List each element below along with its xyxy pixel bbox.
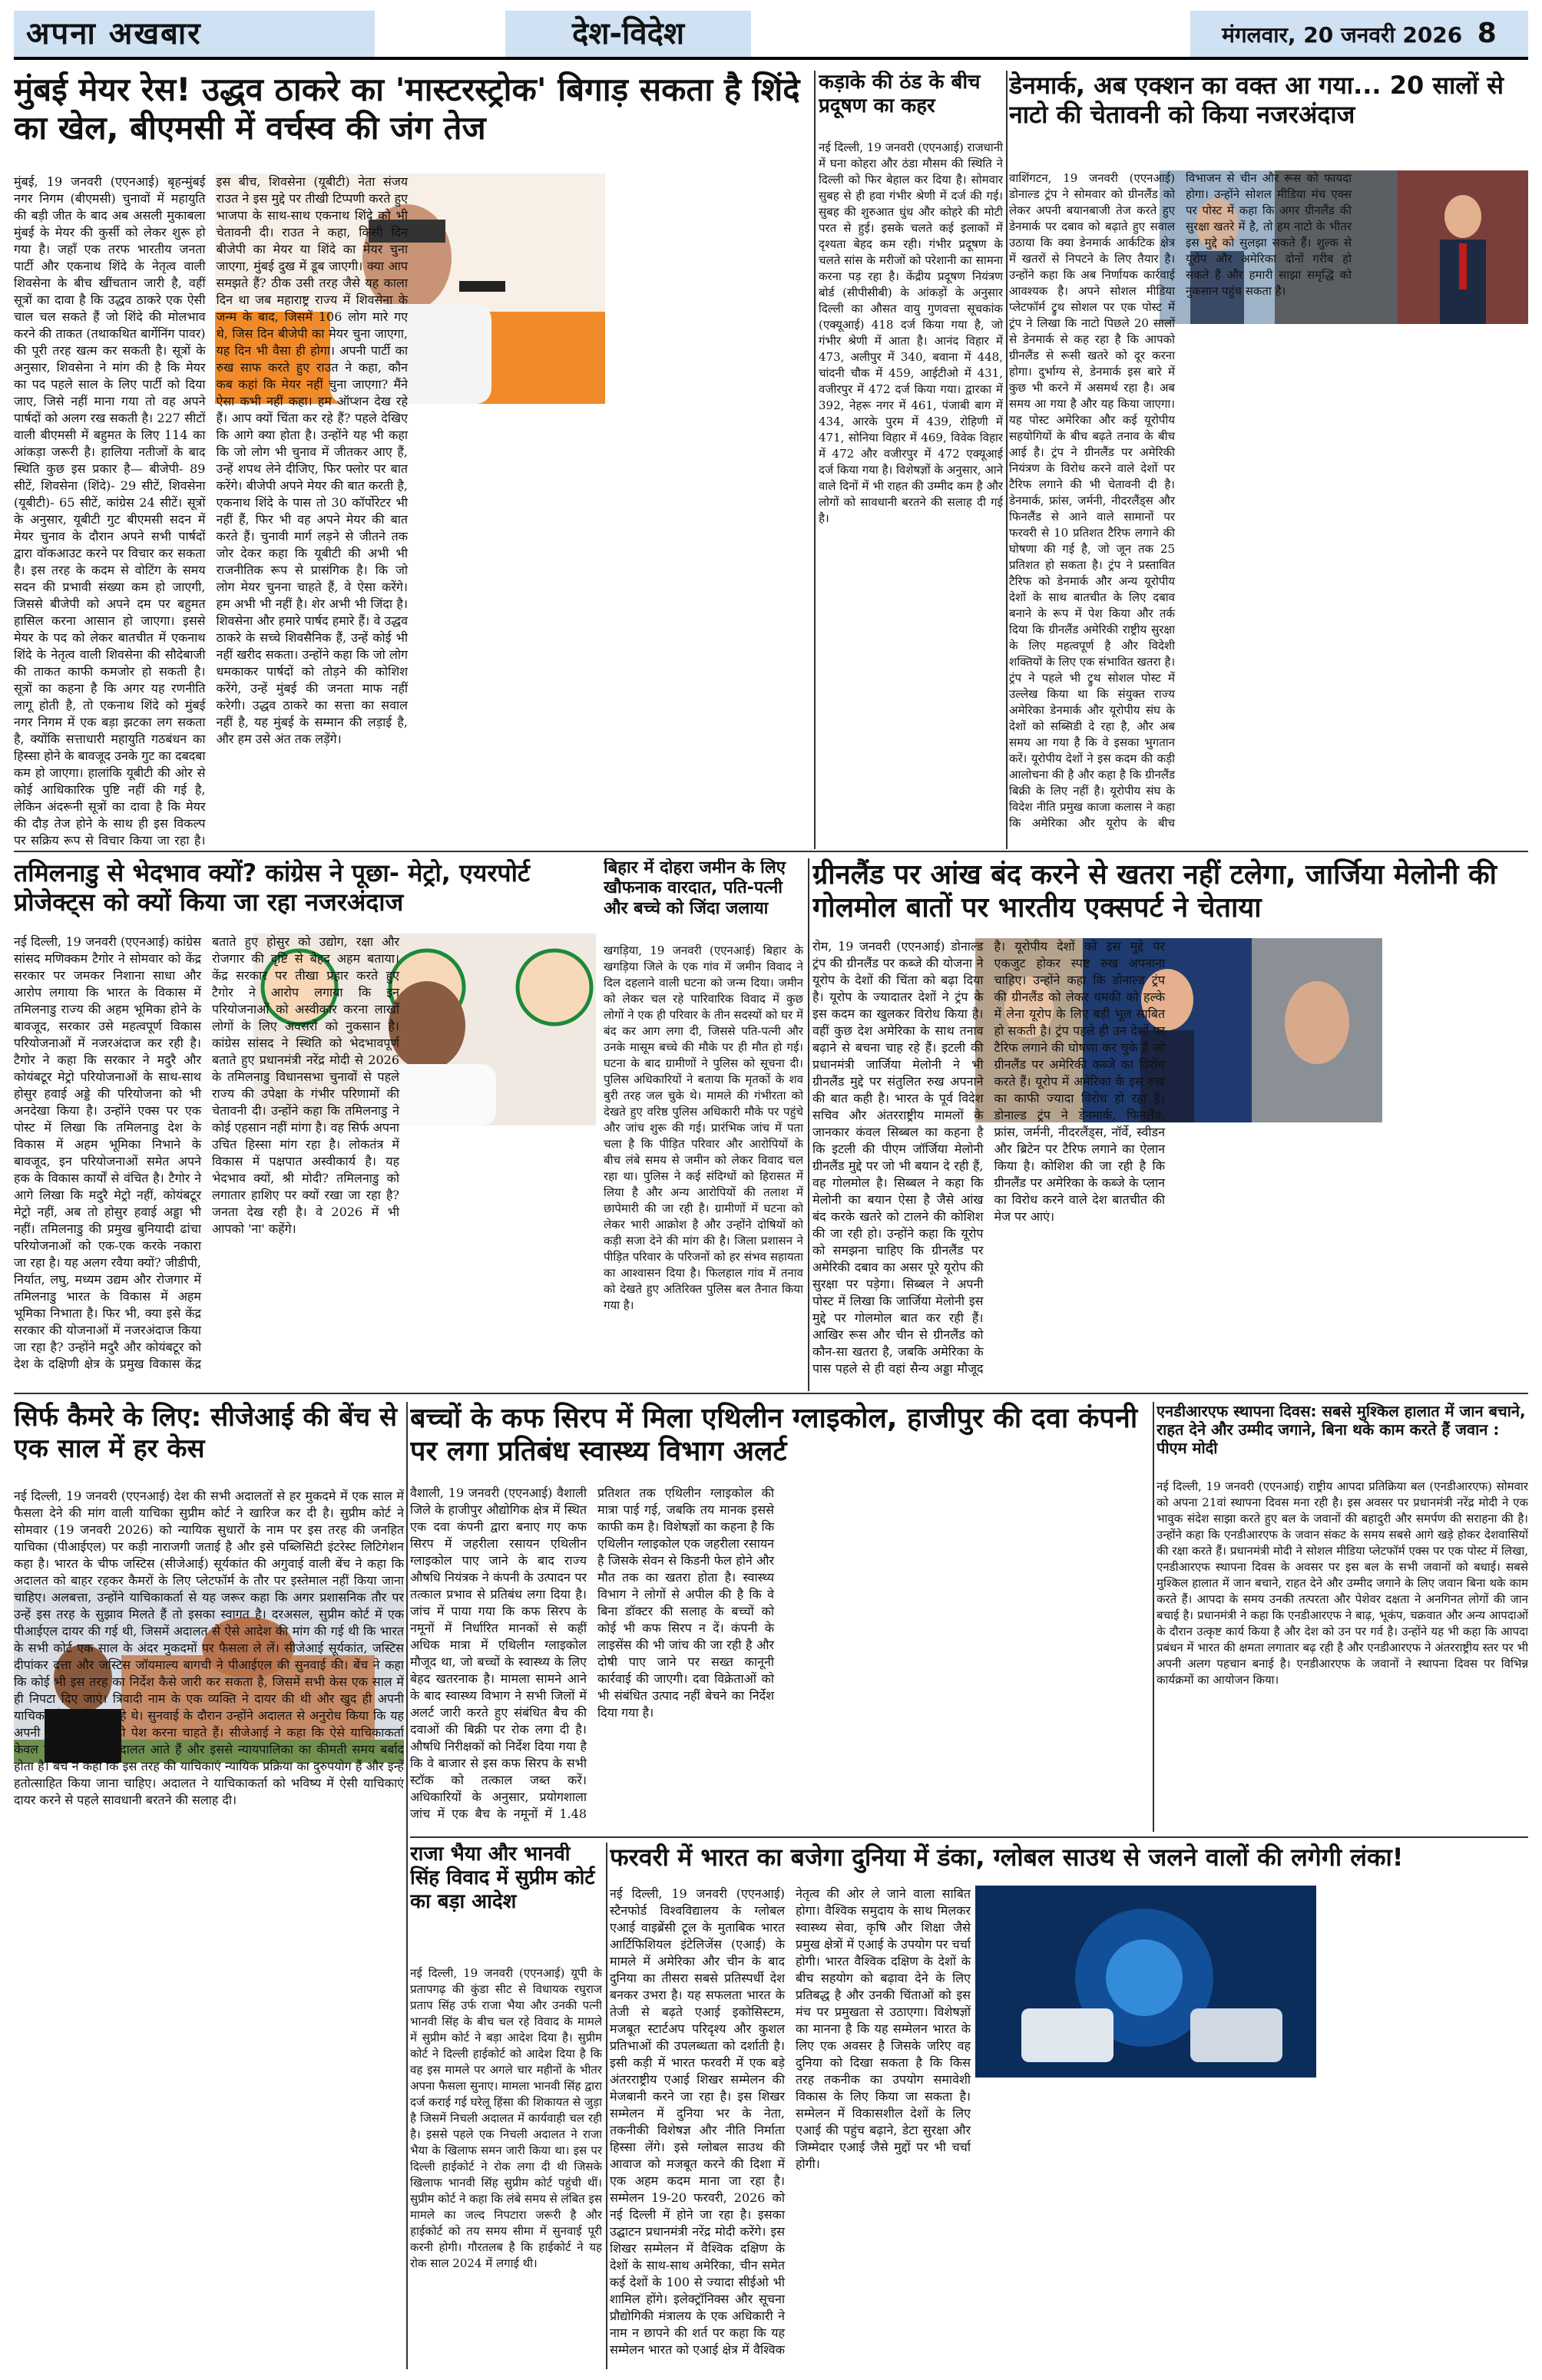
article-ai-summit [610, 1843, 1528, 2369]
article-ndrf-day [1156, 1402, 1528, 1832]
headline: कड़ाके की ठंड के बीच प्रदूषण का कहर [819, 71, 981, 118]
headline: बिहार में दोहरा जमीन के लिए खौफनाक वारदात, पति-पत्नी और बच्चे को जिंदा जलाया [604, 858, 786, 918]
article-mumbai-mayor [14, 71, 812, 854]
headline: डेनमार्क, अब एक्शन का वक्त आ गया... 20 सालों से नाटो की चेतावनी को किया नजरअंदाज [1009, 71, 1504, 130]
article-body: नई दिल्ली, 19 जनवरी (एएनआई) राष्ट्रीय आपदा प्रतिक्रिया बल (एनडीआरएफ) सोमवार को अपना 21वां स्थापना दिवस मना रही है। इस अवसर पर प्रधानमंत्री नरेंद्र मोदी ने एक भावुक संदेश साझा करते हुए बल के जवानों की बहादुरी और समर्पण की सराहना की है। उन्होंने कहा कि एनडीआरएफ के जवान संकट के समय सबसे आगे खड़े होकर देशवासियों की रक्षा करते हैं। प्रधानमंत्री मोदी ने सोशल मीडिया प्लेटफॉर्म एक्स पर एक पोस्ट में लिखा, एनडीआरएफ स्थापना दिवस के अवसर पर इस बल के सभी जवानों को बधाई। सबसे मुश्किल हालात में जान बचाने, राहत देने और उम्मीद जगाने के लिए जवान बिना थके काम करते हैं। आपदा के समय उनकी तत्परता और पेशेवर दक्षता ने अनगिनत लोगों की जान बचाई है। प्रधानमंत्री ने कहा कि एनडीआरएफ ने बाढ़, भूकंप, चक्रवात और अन्य आपदाओं के दौरान उत्कृष्ट कार्य किया है और देश को उन पर गर्व है। उन्होंने यह भी कहा कि आपदा प्रबंधन में भारत की क्षमता लगातार बढ़ रही है और एनडीआरएफ ने अंतरराष्ट्रीय स्तर पर भी अपनी अलग पहचान बनाई है। एनडीआरएफ के जवानों ने स्थापना दिवस पर विभिन्न कार्यक्रमों का आयोजन किया। [1156, 1479, 1528, 1687]
divider [14, 851, 1528, 852]
article-body: वाशिंगटन, 19 जनवरी (एएनआई) डोनाल्ड ट्रंप ने सोमवार को ग्रीनलैंड को लेकर अपनी बयानबाजी तेज करते हुए डेनमार्क पर दबाव को बढ़ाते हुए सवाल उठाया कि क्या डेनमार्क आर्कटिक क्षेत्र में खतरों से निपटने के लिए तैयार है। उन्होंने कहा कि अब निर्णायक कार्रवाई आवश्यक है। अपने सोशल मीडिया प्लेटफॉर्म ट्रुथ सोशल पर एक पोस्ट में ट्रंप ने लिखा कि नाटो पिछले 20 सालों से डेनमार्क से कह रहा है कि आपको ग्रीनलैंड से रूसी खतरे को दूर करना होगा। दुर्भाग्य से, डेनमार्क इस बारे में कुछ भी करने में असमर्थ रहा है। अब समय आ गया है और यह किया जाएगा। यह पोस्ट अमेरिका और कई यूरोपीय सहयोगियों के बीच बढ़ते तनाव के बीच आई है। ट्रंप ने ग्रीनलैंड पर अमेरिकी नियंत्रण के विरोध करने वाले देशों पर टैरिफ लगाने की भी चेतावनी दी है। डेनमार्क, फ्रांस, जर्मनी, नीदरलैंड्स और फिनलैंड से आने वाले सामानों पर फरवरी से 10 प्रतिशत टैरिफ लगाने की घोषणा की गई है, जो जून तक 25 प्रतिशत हो सकता है। ट्रंप ने प्रस्तावित टैरिफ को डेनमार्क और अन्य यूरोपीय देशों के साथ बातचीत के लिए दबाव बनाने के रूप में पेश किया और तर्क दिया कि ग्रीनलैंड अमेरिकी राष्ट्रीय सुरक्षा के लिए महत्वपूर्ण है और विदेशी शक्तियों के लिए एक संभावित खतरा है। ट्रंप ने पहले भी ट्रुथ सोशल पोस्ट में उल्लेख किया था कि संयुक्त राज्य अमेरिका डेनमार्क और यूरोपीय संघ के देशों को सब्सिडी दे रहा है, और अब समय आ गया है कि वे इसका भुगतान करें। यूरोपीय देशों ने इस कदम की कड़ी आलोचना की है और कहा है कि ग्रीनलैंड बिक्री के लिए नहीं है। यूरोपीय संघ के विदेश नीति प्रमुख काजा कलास ने कहा कि अमेरिका और यूरोप के बीच विभाजन से चीन और रूस को फायदा होगा। उन्होंने सोशल मीडिया मंच एक्स पर पोस्ट में कहा कि अगर ग्रीनलैंड की सुरक्षा खतरे में है, तो हम नाटो के भीतर इस मुद्दे को सुलझा सकते हैं। शुल्क से यूरोप और अमेरिका दोनों गरीब हो सकते हैं और हमारी साझा समृद्धि को नुकसान पहुंच सकता है। [1009, 171, 1352, 830]
section-title: देश-विदेश [505, 11, 751, 57]
article-delhi-pollution [819, 71, 1003, 838]
headline: मुंबई मेयर रेस! उद्धव ठाकरे का 'मास्टरस्ट्रोक' बिगाड़ सकता है शिंदे का खेल, बीएमसी में वर्चस्व की जंग तेज [14, 71, 800, 147]
page-number: 8 [1477, 18, 1497, 49]
divider [814, 71, 816, 849]
article-cji-petition [14, 1402, 404, 2369]
headline: एनडीआरएफ स्थापना दिवस: सबसे मुश्किल हालात में जान बचाने, राहत देने और उम्मीद जगाने, बिना थके काम करते हैं जवान : पीएम मोदी [1156, 1402, 1526, 1457]
article-cough-syrup [410, 1402, 1149, 1832]
headline: ग्रीनलैंड पर आंख बंद करने से खतरा नहीं टलेगा, जार्जिया मेलोनी की गोलमोल बातों पर भारतीय एक्सपर्ट ने चेताया [812, 859, 1497, 924]
article-tamilnadu-discrimination [14, 858, 597, 1388]
headline: राजा भैया और भानवी सिंह विवाद में सुप्रीम कोर्ट का बड़ा आदेश [410, 1843, 595, 1914]
divider [1006, 71, 1008, 849]
headline: फरवरी में भारत का बजेगा दुनिया में डंका, ग्लोबल साउथ से जलने वालों की लगेगी लंका! [610, 1843, 1404, 1872]
article-body: नई दिल्ली, 19 जनवरी (एएनआई) कांग्रेस सांसद मणिक्कम टैगोर ने सोमवार को केंद्र सरकार पर जमकर निशाना साधा और आरोप लगाया कि भारत के विकास में तमिलनाडु राज्य की अहम भूमिका होने के बावजूद, सरकार उसे महत्वपूर्ण विकास परियोजनाओं में नजरअंदाज कर रही है। टैगोर ने कहा कि सरकार ने मदुरै और कोयंबटूर मेट्रो परियोजनाओं के साथ-साथ होसुर हवाई अड्डे की परियोजना को भी अनदेखा किया है। उन्होंने एक्स पर एक पोस्ट में लिखा कि तमिलनाडु देश के विकास में अहम भूमिका निभाने के बावजूद, इन परियोजनाओं समेत अपने हक के विकास कार्यों से वंचित है। टैगोर ने आगे लिखा कि मदुरै मेट्रो नहीं, कोयंबटूर मेट्रो नहीं, अब तो होसुर हवाई अड्डा भी नहीं। तमिलनाडु की प्रमुख बुनियादी ढांचा परियोजनाओं को एक-एक करके नकारा जा रहा है। यह अलग रवैया क्यों? जीडीपी, निर्यात, लघु, मध्यम उद्यम और रोजगार में तमिलनाडु भारत के विकास में अहम भूमिका निभाता है। फिर भी, क्या इसे केंद्र सरकार की योजनाओं में नजरअंदाज किया जा रहा है? उन्होंने मदुरै और कोयंबटूर को देश के दक्षिणी क्षेत्र के प्रमुख विकास केंद्र बताते हुए होसुर को उद्योग, रक्षा और रोजगार की दृष्टि से बेहद अहम बताया। केंद्र सरकार पर तीखा प्रहार करते हुए टैगोर ने आरोप लगाया कि इन परियोजनाओं को अस्वीकार करना लाखों लोगों के लिए अवसरों को नुकसान है। कांग्रेस सांसद ने स्थिति को भेदभावपूर्ण बताते हुए प्रधानमंत्री नरेंद्र मोदी से 2026 के तमिलनाडु विधानसभा चुनावों से पहले राज्य की उपेक्षा के गंभीर परिणामों की चेतावनी दी। उन्होंने कहा कि तमिलनाडु ने कोई एहसान नहीं मांगा है। वह सिर्फ अपना उचित हिस्सा मांग रहा है। लोकतंत्र में विकास में पक्षपात अस्वीकार्य है। यह भेदभाव क्यों, श्री मोदी? तमिलनाडु को लगातार हाशिए पर क्यों रखा जा रहा है? जनता देख रही है। वे 2026 में भी आपको 'ना' कहेंगे। [14, 934, 399, 1371]
article-body: नई दिल्ली, 19 जनवरी (एएनआई) स्टैनफोर्ड विश्वविद्यालय के ग्लोबल एआई वाइब्रेंसी टूल के मुताबिक भारत आर्टिफिशियल इंटेलिजेंस (एआई) के मामले में अमेरिका और चीन के बाद दुनिया का तीसरा सबसे प्रतिस्पर्धी देश बनकर उभरा है। यह सफलता भारत के तेजी से बढ़ते एआई इकोसिस्टम, मजबूत स्टार्टअप परिदृश्य और कुशल प्रतिभाओं की उपलब्धता को दर्शाती है। इसी कड़ी में भारत फरवरी में एक बड़े अंतरराष्ट्रीय एआई शिखर सम्मेलन की मेजबानी करने जा रहा है। इस शिखर सम्मेलन में दुनिया भर के नेता, तकनीकी विशेषज्ञ और नीति निर्माता हिस्सा लेंगे। इसे ग्लोबल साउथ की आवाज को मजबूत करने की दिशा में एक अहम कदम माना जा रहा है। सम्मेलन 19-20 फरवरी, 2026 को नई दिल्ली में होने जा रहा है। इसका उद्घाटन प्रधानमंत्री नरेंद्र मोदी करेंगे। इस शिखर सम्मेलन में वैश्विक दक्षिण के देशों के साथ-साथ अमेरिका, चीन समेत कई देशों के 100 से ज्यादा सीईओ भी शामिल होंगे। इलेक्ट्रॉनिक्स और सूचना प्रौद्योगिकी मंत्रालय के एक अधिकारी ने नाम न छापने की शर्त पर कहा कि यह सम्मेलन भारत को एआई क्षेत्र में वैश्विक नेतृत्व की ओर ले जाने वाला साबित होगा। वैश्विक समुदाय के साथ मिलकर स्वास्थ्य सेवा, कृषि और शिक्षा जैसे प्रमुख क्षेत्रों में एआई के उपयोग पर चर्चा होगी। भारत वैश्विक दक्षिण के देशों के बीच सहयोग को बढ़ावा देने के लिए प्रतिबद्ध है और उनकी चिंताओं को इस मंच पर प्रमुखता से उठाएगा। विशेषज्ञों का मानना है कि यह सम्मेलन भारत के लिए एक अवसर है जिसके जरिए वह दुनिया को दिखा सकता है कि किस तरह तकनीक का उपयोग समावेशी विकास के लिए किया जा सकता है। सम्मेलन में विकासशील देशों के लिए एआई की पहुंच बढ़ाने, डेटा सुरक्षा और जिम्मेदार एआई जैसे मुद्दों पर भी चर्चा होगी। [610, 1886, 971, 2357]
divider [606, 1843, 607, 2369]
article-body: खगड़िया, 19 जनवरी (एएनआई) बिहार के खगड़िया जिले के एक गांव में जमीन विवाद ने दिल दहलाने वाली घटना को जन्म दिया। जमीन को लेकर चल रहे पारिवारिक विवाद में कुछ लोगों ने एक ही परिवार के तीन सदस्यों को घर में बंद कर आग लगा दी, जिससे पति-पत्नी और उनके मासूम बच्चे की मौके पर ही मौत हो गई। घटना के बाद ग्रामीणों ने पुलिस को सूचना दी। पुलिस अधिकारियों ने बताया कि मृतकों के शव बुरी तरह जल चुके थे। मामले की गंभीरता को देखते हुए वरिष्ठ पुलिस अधिकारी मौके पर पहुंचे और जांच शुरू की गई। प्रारंभिक जांच में पता चला है कि पीड़ित परिवार और आरोपियों के बीच लंबे समय से जमीन को लेकर विवाद चल रहा था। पुलिस ने कई संदिग्धों को हिरासत में लिया है और अन्य आरोपियों की तलाश में छापेमारी की जा रही है। ग्रामीणों में घटना को लेकर भारी आक्रोश है और उन्होंने दोषियों को कड़ी सजा देने की मांग की है। जिला प्रशासन ने पीड़ित परिवार के परिजनों को हर संभव सहायता का आश्वासन दिया है। फिलहाल गांव में तनाव को देखते हुए अतिरिक्त पुलिस बल तैनात किया गया है। [604, 944, 803, 1312]
article-body: वैशाली, 19 जनवरी (एएनआई) वैशाली जिले के हाजीपुर औद्योगिक क्षेत्र में स्थित एक दवा कंपनी द्वारा बनाए गए कफ सिरप में जहरीला रसायन एथिलीन ग्लाइकोल पाए जाने के बाद राज्य औषधि नियंत्रक ने कंपनी के उत्पादन पर तत्काल प्रभाव से प्रतिबंध लगा दिया है। जांच में पाया गया कि कफ सिरप के नमूनों में निर्धारित मानकों से कहीं अधिक मात्रा में एथिलीन ग्लाइकोल मौजूद था, जो बच्चों के स्वास्थ्य के लिए बेहद खतरनाक है। मामला सामने आने के बाद स्वास्थ्य विभाग ने सभी जिलों में अलर्ट जारी करते हुए संबंधित बैच की दवाओं की बिक्री पर रोक लगा दी है। औषधि निरीक्षकों को निर्देश दिया गया है कि वे बाजार से इस कफ सिरप के सभी स्टॉक को तत्काल जब्त करें। अधिकारियों के अनुसार, प्रयोगशाला जांच में एक बैच के नमूनों में 1.48 प्रतिशत तक एथिलीन ग्लाइकोल की मात्रा पाई गई, जबकि तय मानक इससे काफी कम है। विशेषज्ञों का कहना है कि एथिलीन ग्लाइकोल एक जहरीला रसायन है जिसके सेवन से किडनी फेल होने और मौत तक का खतरा होता है। स्वास्थ्य विभाग ने लोगों से अपील की है कि वे बिना डॉक्टर की सलाह के बच्चों को कोई भी कफ सिरप न दें। कंपनी के लाइसेंस की भी जांच की जा रही है और दोषी पाए जाने पर सख्त कानूनी कार्रवाई की जाएगी। दवा विक्रेताओं को भी संबंधित उत्पाद नहीं बेचने का निर्देश दिया गया है। [410, 1486, 774, 1821]
divider [410, 1836, 1528, 1838]
divider [406, 1402, 408, 2369]
headline: तमिलनाडु से भेदभाव क्यों? कांग्रेस ने पूछा- मेट्रो, एयरपोर्ट प्रोजेक्ट्स को क्यों किया जा रहा नजरअंदाज [14, 858, 531, 917]
article-body: नई दिल्ली, 19 जनवरी (एएनआई) राजधानी में घना कोहरा और ठंडा मौसम की स्थिति ने दिल्ली को फिर बेहाल कर दिया है। सोमवार सुबह से ही हवा गंभीर श्रेणी में दर्ज की गई। सुबह की शुरुआत धुंध और कोहरे की मोटी परत से हुई। इसके चलते कई इलाकों में दृश्यता बेहद कम रही। गंभीर प्रदूषण के चलते सांस के मरीजों को परेशानी का सामना करना पड़ रहा है। केंद्रीय प्रदूषण नियंत्रण बोर्ड (सीपीसीबी) के आंकड़ों के अनुसार दिल्ली का औसत वायु गुणवत्ता सूचकांक (एक्यूआई) 418 दर्ज किया गया है, जो गंभीर श्रेणी में आता है। आनंद विहार में 473, अलीपुर में 340, बवाना में 448, चांदनी चौक में 459, आईटीओ में 431, वजीरपुर में 472 दर्ज किया गया। द्वारका में 392, नेहरू नगर में 461, पंजाबी बाग में 434, आरके पुरम में 439, रोहिणी में 471, सोनिया विहार में 469, विवेक विहार में 472 और वजीरपुर में 472 एक्यूआई दर्ज किया गया है। विशेषज्ञों के अनुसार, आने वाले दिनों में भी राहत की उम्मीद कम है और लोगों को सावधानी बरतने की सलाह दी गई है। [819, 140, 1003, 525]
divider [808, 858, 809, 1391]
article-body: रोम, 19 जनवरी (एएनआई) डोनाल्ड ट्रंप की ग्रीनलैंड पर कब्जे की योजना ने यूरोप के देशों की चिंता को बढ़ा दिया है। यूरोप के ज्यादातर देशों ने ट्रंप के इस कदम का खुलकर विरोध किया है। वहीं कुछ देश अमेरिका के साथ तनाव बढ़ाने से बचना चाह रहे हैं। इटली की प्रधानमंत्री जार्जिया मेलोनी ने भी ग्रीनलैंड मुद्दे पर संतुलित रुख अपनाने की बात कही है। भारत के पूर्व विदेश सचिव और अंतरराष्ट्रीय मामलों के जानकार कंवल सिब्बल का कहना है कि इटली की पीएम जॉर्जिया मेलोनी ग्रीनलैंड मुद्दे पर जो भी बयान दे रही हैं, वह गोलमोल है। सिब्बल ने कहा कि मेलोनी का बयान ऐसा है जैसे आंख बंद करके खतरे को टालने की कोशिश की जा रही हो। उन्होंने कहा कि यूरोप को समझना चाहिए कि ग्रीनलैंड पर अमेरिकी दबाव का असर पूरे यूरोप की सुरक्षा पर पड़ेगा। सिब्बल ने अपनी पोस्ट में लिखा कि जार्जिया मेलोनी इस मुद्दे पर गोलमोल बात कर रही हैं। आखिर रूस और चीन से ग्रीनलैंड को कौन-सा खतरा है, जबकि अमेरिका के पास पहले से ही वहां सैन्य अड्डा मौजूद है। यूरोपीय देशों को इस मुद्दे पर एकजुट होकर स्पष्ट रुख अपनाना चाहिए। उन्होंने कहा कि डोनाल्ड ट्रंप की ग्रीनलैंड को लेकर धमकी को हल्के में लेना यूरोप के लिए बड़ी भूल साबित हो सकती है। ट्रंप पहले ही उन देशों पर टैरिफ लगाने की घोषणा कर चुके हैं जो ग्रीनलैंड पर अमेरिकी कब्जे का विरोध करते हैं। यूरोप में अमेरिका के इस रुख का काफी ज्यादा विरोध हो रहा है। डोनाल्ड ट्रंप ने डेनमार्क, फिनलैंड, फ्रांस, जर्मनी, नीदरलैंड्स, नॉर्वे, स्वीडन और ब्रिटेन पर टैरिफ लगाने का ऐलान किया है। कोशिश की जा रही है कि ग्रीनलैंड पर अमेरिका के कब्जे के प्लान का विरोध करने वाले देश बातचीत की मेज पर आएं। [812, 939, 1165, 1376]
article-denmark-nato [1009, 71, 1528, 838]
article-raja-bhaiya [410, 1843, 602, 2369]
issue-date [1190, 11, 1528, 57]
article-bihar-land-dispute [604, 858, 803, 1388]
article-body: मुंबई, 19 जनवरी (एएनआई) बृहन्मुंबई नगर निगम (बीएमसी) चुनावों में महायुति की बड़ी जीत के बाद अब असली मुकाबला मुंबई के मेयर की कुर्सी को लेकर शुरू हो गया है। जहाँ एक तरफ भारतीय जनता पार्टी और एकनाथ शिंदे के नेतृत्व वाली शिवसेना के बीच खींचतान जारी है, वहीं सूत्रों का दावा है कि उद्धव ठाकरे एक ऐसी चाल चल सकते हैं जो शिंदे की मोलभाव करने की ताकत (तथाकथित बार्गेनिंग पावर) की पूरी तरह खत्म कर सकती है। सूत्रों के अनुसार, शिवसेना ने मांग की है कि मेयर का पद पहले साल के लिए पार्टी को दिया जाए, जिसे नहीं माना गया तो वह अपने पार्षदों को अलग रख सकती है। 227 सीटों वाली बीएमसी में बहुमत के लिए 114 का आंकड़ा जरूरी है। हालिया नतीजों के बाद स्थिति कुछ इस प्रकार है— बीजेपी- 89 सीटें, शिवसेना (शिंदे)- 29 सीटें, शिवसेना (यूबीटी)- 65 सीटें, कांग्रेस 24 सीटें। सूत्रों के अनुसार, यूबीटी गुट बीएमसी सदन में मेयर चुनाव के दौरान अपने सभी पार्षदों द्वारा वॉकआउट करने पर विचार कर सकता है। इस तरह के कदम से वोटिंग के समय सदन की प्रभावी संख्या कम हो जाएगी, जिससे बीजेपी को अपने दम पर बहुमत हासिल करना आसान हो जाएगा। इससे मेयर के पद को लेकर बातचीत में एकनाथ शिंदे के नेतृत्व वाली शिवसेना की सौदेबाजी की ताकत काफी कमजोर हो सकती है। सूत्रों का कहना है कि अगर यह रणनीति लागू होती है, तो एकनाथ शिंदे को मुंबई नगर निगम में एक बड़ा झटका लग सकता है, क्योंकि सत्ताधारी महायुति गठबंधन का हिस्सा होने के बावजूद उनके गुट का दबदबा कम हो जाएगा। हालांकि यूबीटी की ओर से कोई आधिकारिक पुष्टि नहीं की गई है, लेकिन अंदरूनी सूत्रों का दावा है कि मेयर की दौड़ तेज होने के साथ ही इस विकल्प पर सक्रिय रूप से विचार किया जा रहा है। इस बीच, शिवसेना (यूबीटी) नेता संजय राउत ने इस मुद्दे पर तीखी टिप्पणी करते हुए भाजपा के साथ-साथ एकनाथ शिंदे को भी चेतावनी दी। राउत ने कहा, किसी दिन बीजेपी का मेयर या शिंदे का मेयर चुना जाएगा, मुंबई दुख में डूब जाएगी। क्या आप समझते हैं? ठीक उसी तरह जैसे यह काला दिन था जब महाराष्ट्र राज्य में शिवसेना के जन्म के बाद, जिसमें 106 लोग मारे गए थे, जिस दिन बीजेपी का मेयर चुना जाएगा, यह दिन भी वैसा ही होगा। अपनी पार्टी का रुख साफ करते हुए राउत ने कहा, कौन कब कहां कि मेयर नहीं चुना जाएगा? मैंने ऐसा कभी नहीं कहा। हम ऑप्शन देख रहे हैं। आप क्यों चिंता कर रहे हैं? पहले देखिए कि आगे क्या होता है। उन्होंने यह भी कहा कि जो लोग भी चुनाव में जीतकर आए हैं, उन्हें शपथ लेने दीजिए, फिर फ्लोर पर बात करेंगे। बीजेपी अपने मेयर की बात करती है, एकनाथ शिंदे के पास तो 30 कॉर्पोरेटर भी नहीं हैं, फिर भी वह अपने मेयर की बात करते हैं। चुनावी मार्ग लड़ने से जीतने तक जोर देकर कहा कि यूबीटी की अभी भी राजनीतिक रूप से प्रासंगिक है। कि जो लोग मेयर चुनना चाहते हैं, वे ऐसा करेंगे। हम अभी भी नहीं है। शेर अभी भी जिंदा है। शिवसेना और हमारे पार्षद हमारे हैं। वे उद्धव ठाकरे के सच्चे शिवसैनिक हैं, उन्हें कोई भी नहीं खरीद सकता। उन्होंने कहा कि जो लोग धमकाकर पार्षदों को तोड़ने की कोशिश करेंगे, उन्हें मुंबई की जनता माफ नहीं करेगी। उद्धव ठाकरे का सत्ता का सवाल नहीं है, यह मुंबई के सम्मान की लड़ाई है, और हम उसे अंत तक लड़ेंगे। [14, 174, 408, 848]
divider [14, 1393, 1528, 1394]
date-text: मंगलवार, 20 जनवरी 2026 [1222, 22, 1463, 48]
article-body: नई दिल्ली, 19 जनवरी (एएनआई) यूपी के प्रतापगढ़ की कुंडा सीट से विधायक रघुराज प्रताप सिंह उर्फ राजा भैया और उनकी पत्नी भानवी सिंह के बीच चल रहे विवाद के मामले में सुप्रीम कोर्ट ने बड़ा आदेश दिया है। सुप्रीम कोर्ट ने दिल्ली हाईकोर्ट को आदेश दिया है कि वह इस मामले पर अगले चार महीनों के भीतर अपना फैसला सुनाए। मामला भानवी सिंह द्वारा दर्ज कराई गई घरेलू हिंसा की शिकायत से जुड़ा है जिसमें निचली अदालत में कार्यवाही चल रही है। इससे पहले एक निचली अदालत ने राजा भैया के खिलाफ समन जारी किया था। इस पर दिल्ली हाईकोर्ट ने रोक लगा दी थी जिसके खिलाफ भानवी सिंह सुप्रीम कोर्ट पहुंची थीं। सुप्रीम कोर्ट ने कहा कि लंबे समय से लंबित इस मामले का जल्द निपटारा जरूरी है और हाईकोर्ट को तय समय सीमा में सुनवाई पूरी करनी होगी। गौरतलब है कि हाईकोर्ट ने यह रोक साल 2024 में लगाई थी। [410, 1966, 602, 2270]
headline: सिर्फ कैमरे के लिए: सीजेआई की बेंच से एक साल में हर केस [14, 1402, 397, 1464]
masthead: अपना अखबार [14, 11, 375, 57]
headline: बच्चों के कफ सिरप में मिला एथिलीन ग्लाइकोल, हाजीपुर की दवा कंपनी पर लगा प्रतिबंध स्वास्थ्य विभाग अलर्ट [410, 1403, 1138, 1468]
page-header [14, 11, 1528, 60]
article-greenland-meloni [812, 858, 1528, 1388]
article-body: नई दिल्ली, 19 जनवरी (एएनआई) देश की सभी अदालतों से हर मुकदमे में एक साल में फैसला देने की मांग वाली याचिका सुप्रीम कोर्ट ने खारिज कर दी है। सुप्रीम कोर्ट ने सोमवार (19 जनवरी 2026) को न्यायिक सुधारों के नाम पर इस तरह की जनहित याचिका (पीआईएल) पर कड़ी नाराजगी जताई है और इसे पब्लिसिटी इंटरेस्ट लिटिगेशन कहा है। भारत के चीफ जस्टिस (सीजेआई) सूर्यकांत की अगुवाई वाली बेंच ने कहा कि अदालत को बाहर रहकर कैमरों के लिए प्लेटफॉर्म के तौर पर इस्तेमाल नहीं किया जाना चाहिए। अलबत्ता, उन्होंने याचिकाकर्ता से यह जरूर कहा कि अगर प्रशासनिक तौर पर उन्हें इस तरह के सुझाव मिलते हैं तो इसका स्वागत है। दरअसल, सुप्रीम कोर्ट में एक पीआईएल दायर की गई थी, जिसमें अदालत से ऐसे आदेश की मांग की गई थी कि भारत के सभी कोर्ट एक साल के अंदर मुकदमों पर फैसला ले लें। सीजेआई सूर्यकांत, जस्टिस दीपांकर दत्ता और जस्टिस जॉयमाल्य बागची ने पीआईएल की सुनवाई की। बेंच ने कहा कि कोई भी इस तरह का निर्देश कैसे जारी कर सकता है, जिसमें सभी केस एक साल में ही निपटा दिए जाएं। त्रिवादी नाम के एक व्यक्ति ने दायर की थी और खुद ही अपनी याचिका की पैरवी कर रहे थे। सुनवाई के दौरान उन्होंने अदालत से अनुरोध किया कि यह अपनी दलीलें हिंदी में ही पेश करना चाहते हैं। सीजेआई ने कहा कि ऐसे याचिकाकर्ता केवल प्रचार के लिए अदालत आते हैं और इससे न्यायपालिका का कीमती समय बर्बाद होता है। बेंच ने कहा कि इस तरह की याचिकाएं न्यायिक प्रक्रिया का दुरुपयोग हैं और इन्हें हतोत्साहित किया जाना चाहिए। अदालत ने याचिकाकर्ता को भविष्य में ऐसी याचिकाएं दायर करने से पहले सावधानी बरतने की सलाह दी। [14, 1489, 404, 1807]
divider [1153, 1402, 1154, 1832]
